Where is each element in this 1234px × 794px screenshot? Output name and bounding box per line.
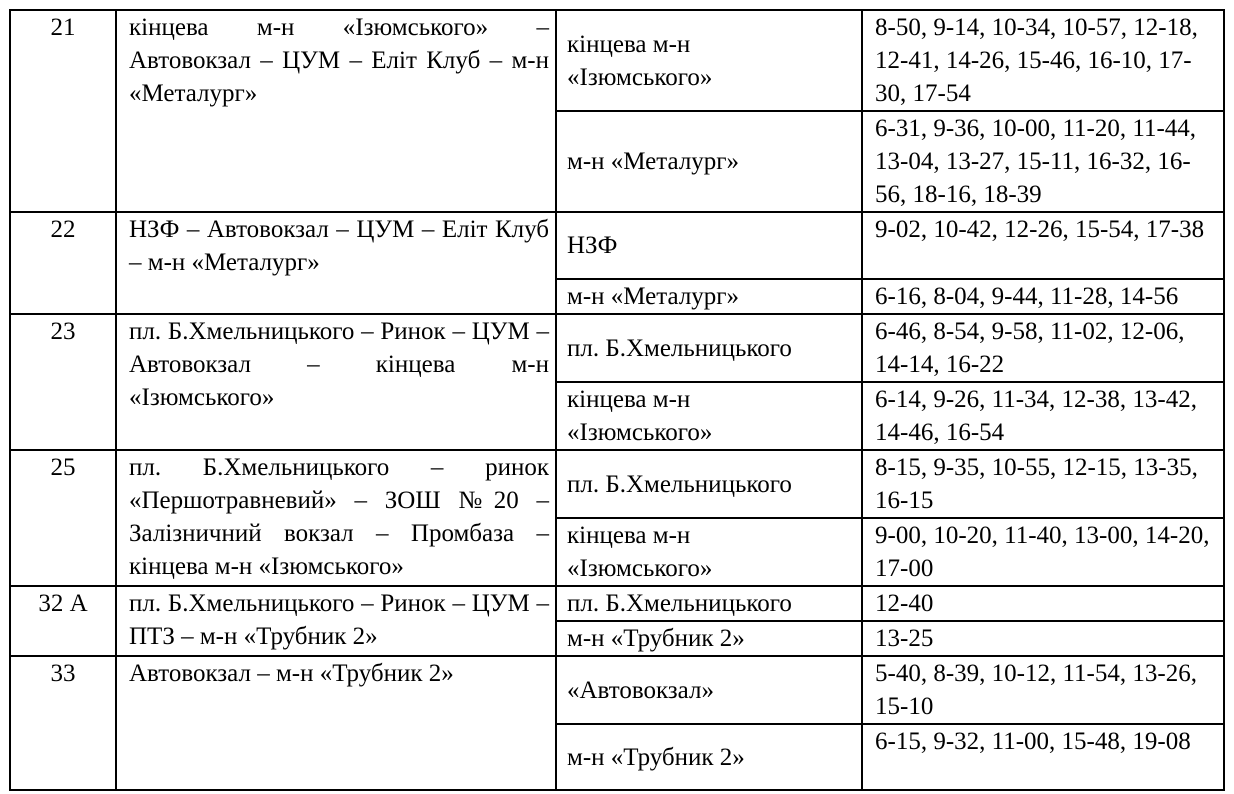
- departure-stop: пл. Б.Хмельницького: [556, 314, 862, 382]
- schedule-sheet: [9, 9, 1225, 791]
- route-description: пл. Б.Хмельницького – Ринок – ЦУМ – ПТЗ – м-н «Трубник 2»: [116, 586, 556, 656]
- departure-stop: НЗФ: [556, 212, 862, 279]
- table-row: [10, 656, 1224, 724]
- route-number: 23: [10, 314, 116, 450]
- departure-times: 8-15, 9-35, 10-55, 12-15, 13-35, 16-15: [862, 450, 1224, 518]
- departure-times: 13-25: [862, 621, 1224, 656]
- departure-stop: кінцева м-н «Ізюмського»: [556, 382, 862, 450]
- route-number: 25: [10, 450, 116, 586]
- departure-stop: «Автовокзал»: [556, 656, 862, 724]
- departure-times: 6-16, 8-04, 9-44, 11-28, 14-56: [862, 279, 1224, 314]
- route-description: НЗФ – Автовокзал – ЦУМ – Еліт Клуб – м-н «Металург»: [116, 212, 556, 314]
- table-row: [10, 450, 1224, 518]
- route-description: пл. Б.Хмельницького – Ринок – ЦУМ – Автовокзал – кінцева м-н «Ізюмського»: [116, 314, 556, 450]
- departure-stop: м-н «Металург»: [556, 111, 862, 212]
- departure-times: 6-31, 9-36, 10-00, 11-20, 11-44, 13-04, 13-27, 15-11, 16-32, 16-56, 18-16, 18-39: [862, 111, 1224, 212]
- table-row: [10, 586, 1224, 621]
- departure-stop: м-н «Трубник 2»: [556, 621, 862, 656]
- departure-stop: пл. Б.Хмельницького: [556, 450, 862, 518]
- route-number: 33: [10, 656, 116, 790]
- departure-stop: кінцева м-н «Ізюмського»: [556, 518, 862, 586]
- table-row: [10, 10, 1224, 111]
- departure-times: 8-50, 9-14, 10-34, 10-57, 12-18, 12-41, 14-26, 15-46, 16-10, 17-30, 17-54: [862, 10, 1224, 111]
- departure-times: 9-00, 10-20, 11-40, 13-00, 14-20, 17-00: [862, 518, 1224, 586]
- route-description: пл. Б.Хмельницького – ринок «Першотравневий» – ЗОШ №20 – Залізничний вокзал – Промбаза – кінцева м-н «Ізюмського»: [116, 450, 556, 586]
- departure-times: 9-02, 10-42, 12-26, 15-54, 17-38: [862, 212, 1224, 279]
- departure-times: 6-15, 9-32, 11-00, 15-48, 19-08: [862, 724, 1224, 790]
- departure-stop: пл. Б.Хмельницького: [556, 586, 862, 621]
- route-number: 32 А: [10, 586, 116, 656]
- table-row: [10, 314, 1224, 382]
- departure-times: 12-40: [862, 586, 1224, 621]
- table-row: [10, 212, 1224, 279]
- departure-stop: кінцева м-н «Ізюмського»: [556, 10, 862, 111]
- route-number: 22: [10, 212, 116, 314]
- departure-times: 5-40, 8-39, 10-12, 11-54, 13-26, 15-10: [862, 656, 1224, 724]
- departure-times: 6-14, 9-26, 11-34, 12-38, 13-42, 14-46, 16-54: [862, 382, 1224, 450]
- departure-stop: м-н «Металург»: [556, 279, 862, 314]
- route-number: 21: [10, 10, 116, 212]
- departure-times: 6-46, 8-54, 9-58, 11-02, 12-06, 14-14, 16-22: [862, 314, 1224, 382]
- departure-stop: м-н «Трубник 2»: [556, 724, 862, 790]
- route-description: Автовокзал – м-н «Трубник 2»: [116, 656, 556, 790]
- route-description: кінцева м-н «Ізюмського» – Автовокзал – ЦУМ – Еліт Клуб – м-н «Металург»: [116, 10, 556, 212]
- bus-schedule-table: [9, 9, 1225, 791]
